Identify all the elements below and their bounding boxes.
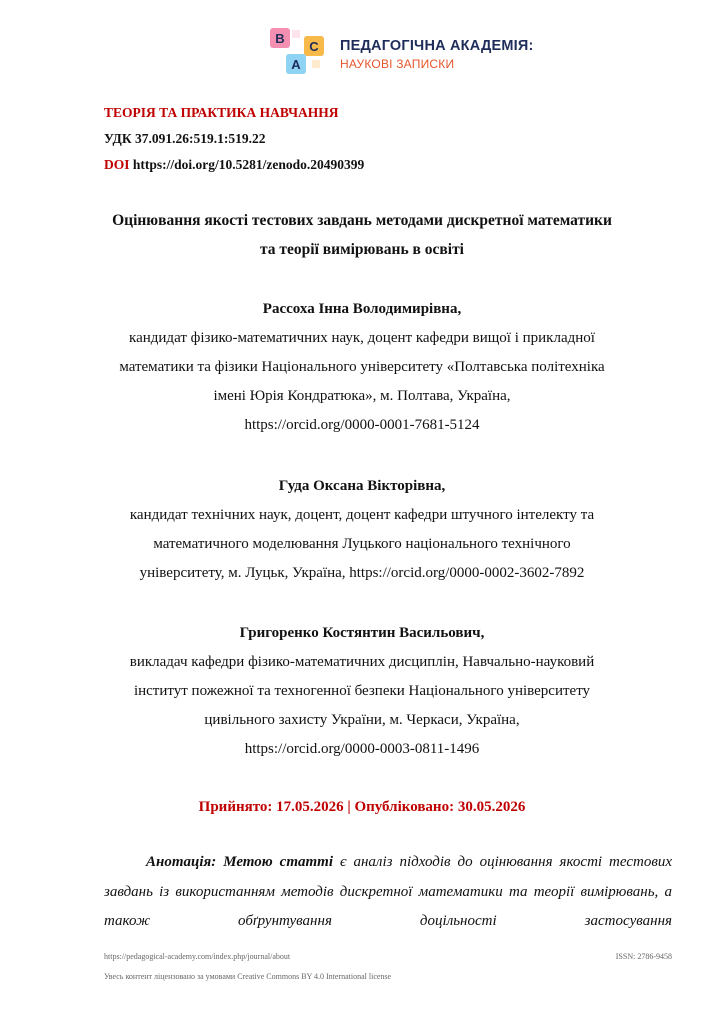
author-affiliation: математики та фізики Національного університету «Полтавська політехніка	[119, 359, 605, 375]
footer-journal-url[interactable]: https://pedagogical-academy.com/index.php/journal/about	[104, 952, 291, 961]
author-affiliation: імені Юрія Кондратюка», м. Полтава, Україна,	[213, 388, 511, 404]
author-block	[70, 295, 654, 440]
doi-line	[104, 157, 364, 173]
author-affiliation: математичного моделювання Луцького національного технічного	[153, 536, 571, 552]
journal-logo	[262, 26, 332, 78]
abstract-purpose: Метою статті	[223, 854, 334, 870]
author-name: Григоренко Костянтин Васильович,	[239, 625, 485, 641]
title-line: Оцінювання якості тестових завдань методами дискретної математики	[112, 212, 612, 229]
udk-code: УДК 37.091.26:519.1:519.22	[104, 131, 266, 146]
author-affiliation: викладач кафедри фізико-математичних дисциплін, Навчально-науковий	[129, 654, 595, 670]
author-block	[70, 472, 654, 588]
logo-block-c: C	[304, 36, 324, 56]
author-name: Гуда Оксана Вікторівна,	[278, 478, 446, 494]
title-line: та теорії вимірювань в освіті	[259, 241, 464, 258]
publication-dates: Прийнято: 17.05.2026 | Опубліковано: 30.05.2026	[198, 799, 526, 815]
author-affiliation: кандидат технічних наук, доцент, доцент кафедри штучного інтелекту та	[129, 507, 595, 523]
doi-link[interactable]: https://doi.org/10.5281/zenodo.20490399	[132, 157, 365, 172]
logo-block-b: B	[270, 28, 290, 48]
author-name: Рассоха Інна Володимирівна,	[262, 301, 462, 317]
author-affiliation: кандидат фізико-математичних наук, доцент кафедри вищої і прикладної	[129, 330, 595, 346]
footer-issn: ISSN: 2786-9458	[615, 952, 672, 961]
logo-block-a: A	[286, 54, 306, 74]
journal-name: ПЕДАГОГІЧНА АКАДЕМІЯ:	[340, 38, 534, 54]
paper-title	[60, 206, 664, 264]
author-affiliation: цивільного захисту України, м. Черкаси, Україна,	[204, 712, 520, 728]
footer-license: Увесь контент ліцензовано за умовами Creative Commons BY 4.0 International license	[104, 972, 392, 981]
abstract-text: є аналіз підходів до оцінювання якості тестових завдань із використанням методів дискретної математики та теорії вимірювань, а також обґрунтування доцільності застосування	[104, 854, 673, 929]
logo-decor-square	[292, 30, 300, 38]
author-block	[70, 619, 654, 764]
journal-subtitle: НАУКОВІ ЗАПИСКИ	[340, 57, 455, 71]
author-orcid[interactable]: https://orcid.org/0000-0001-7681-5124	[244, 417, 480, 433]
logo-decor-square	[312, 60, 320, 68]
author-affiliation: університету, м. Луцьк, Україна, https://orcid.org/0000-0002-3602-7892	[139, 565, 585, 581]
abstract-label: Анотація:	[146, 854, 217, 870]
section-heading: ТЕОРІЯ ТА ПРАКТИКА НАВЧАННЯ	[104, 105, 339, 120]
author-orcid[interactable]: https://orcid.org/0000-0003-0811-1496	[244, 741, 480, 757]
author-affiliation: інститут пожежної та техногенної безпеки Національного університету	[133, 683, 591, 699]
abstract	[104, 848, 672, 937]
doi-label: DOI	[104, 157, 130, 172]
